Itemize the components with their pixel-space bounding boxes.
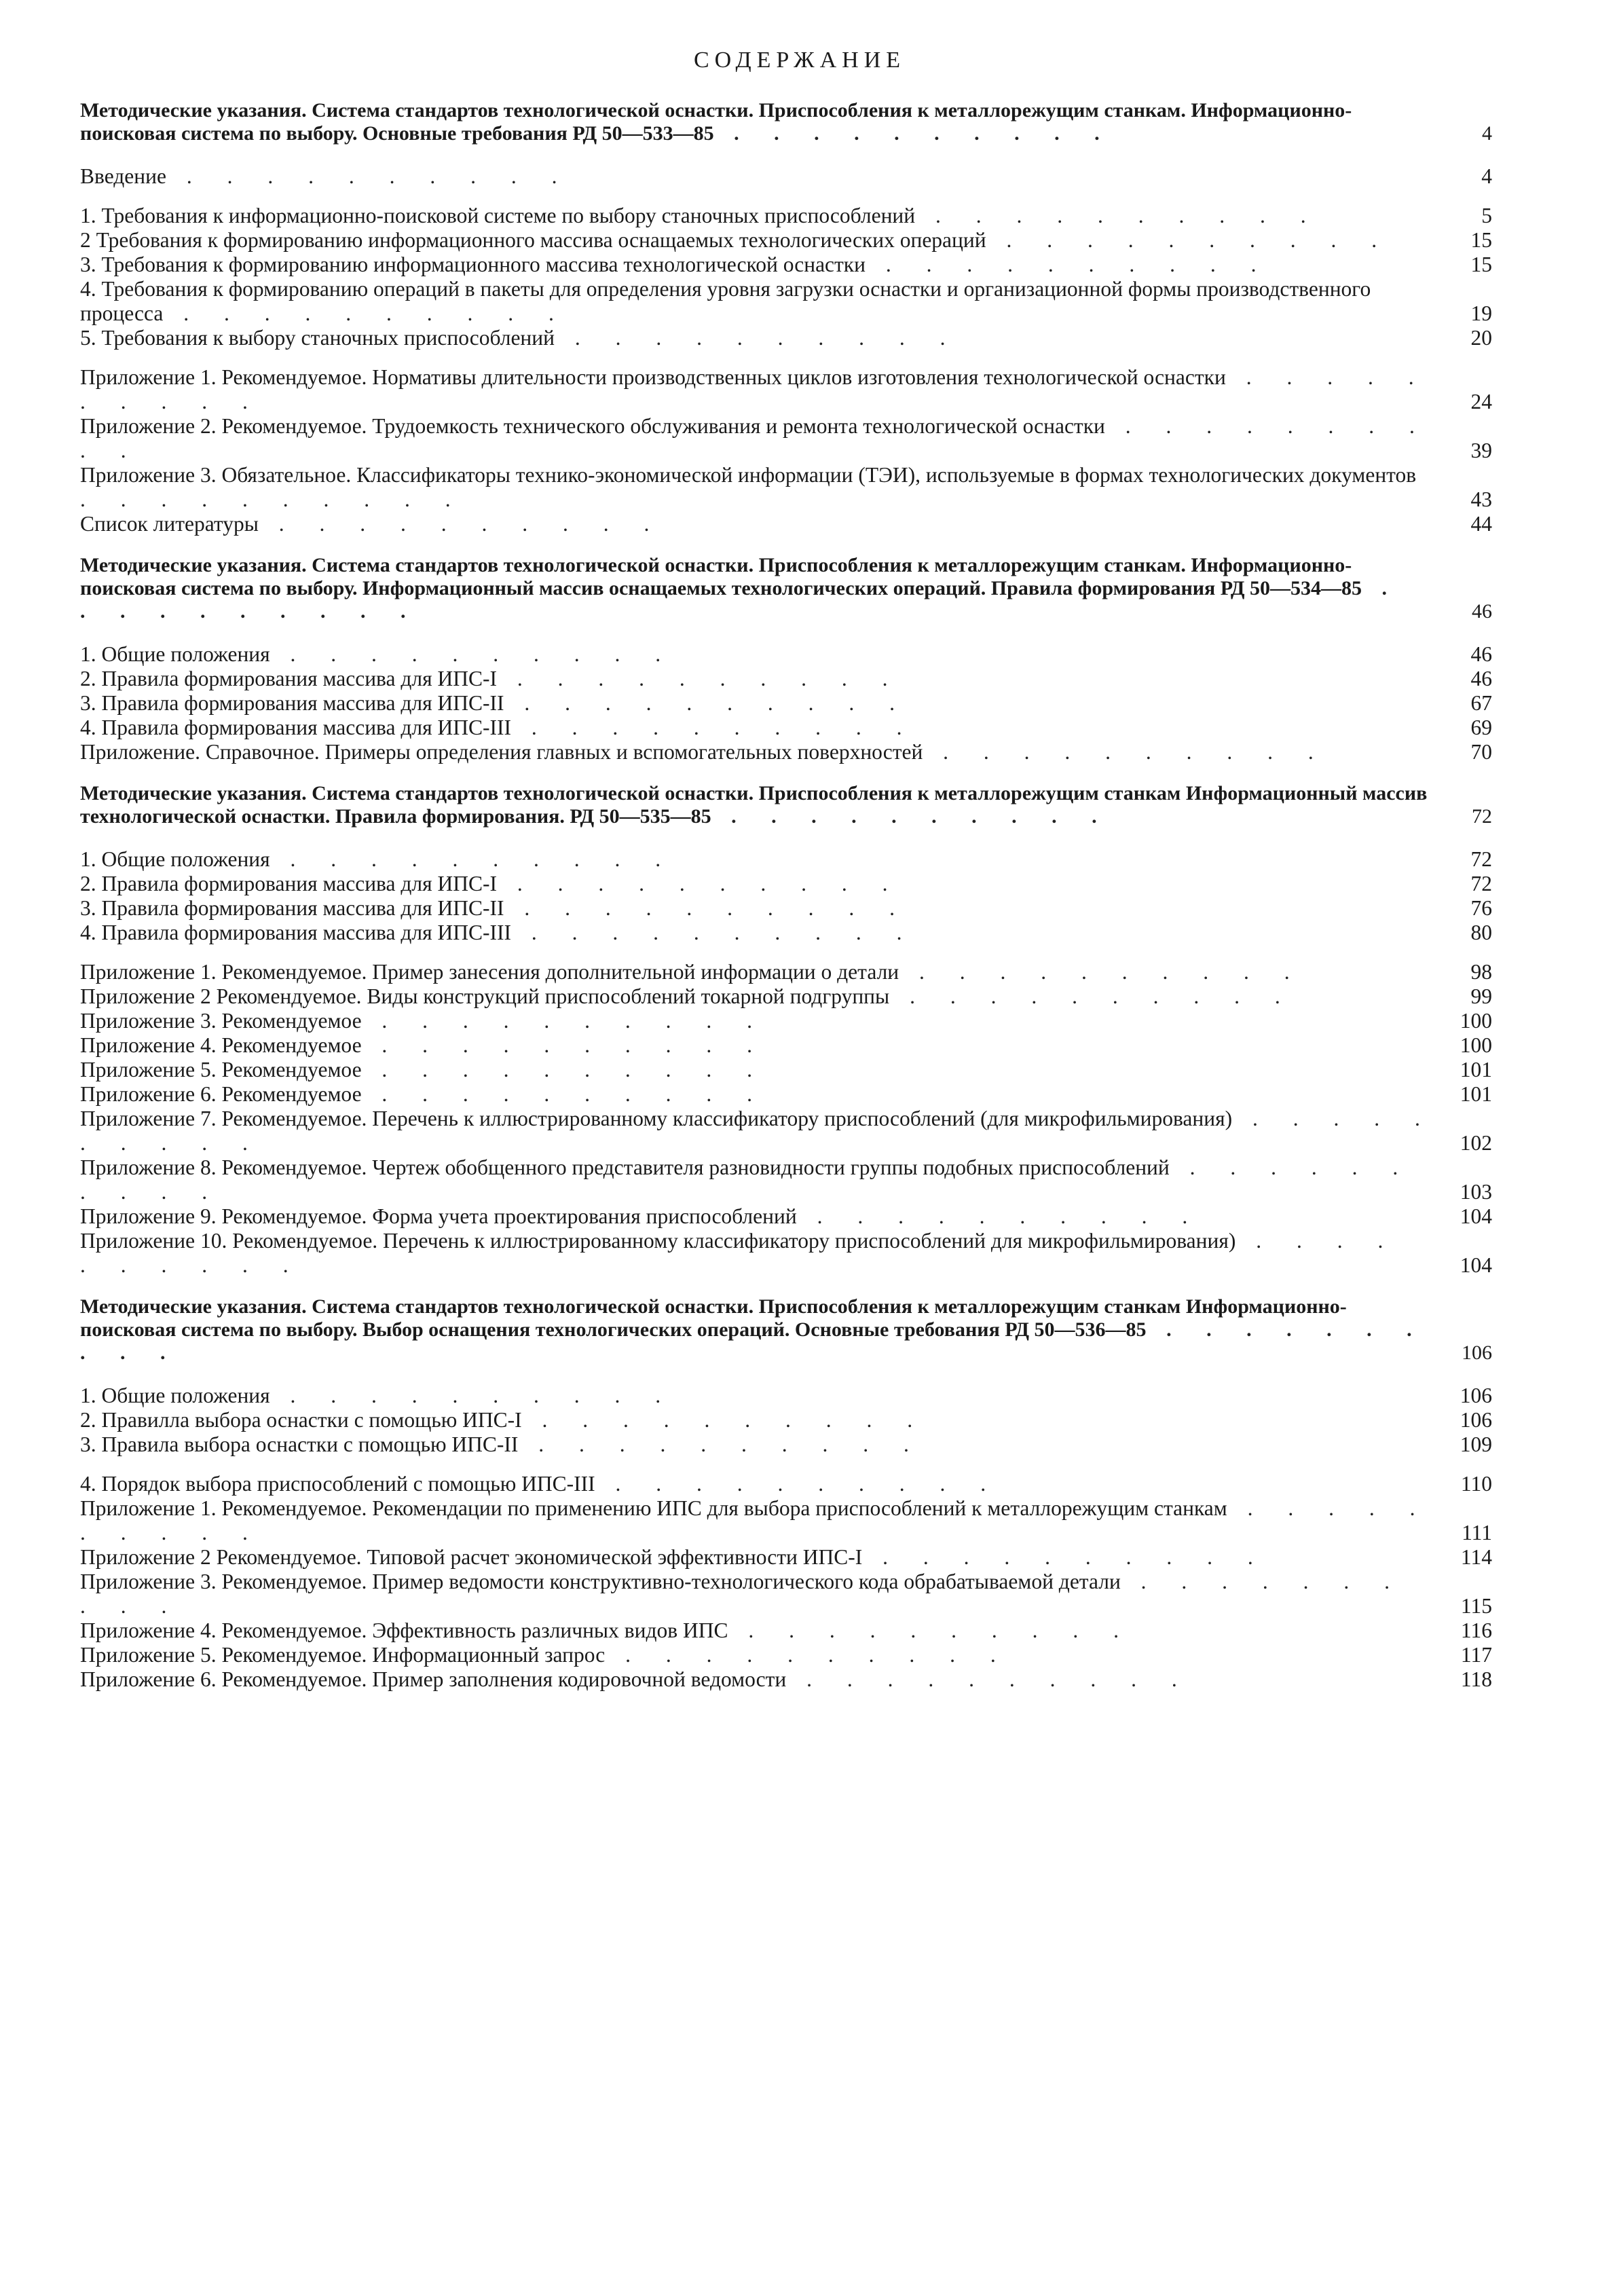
toc-entry-title: Приложение 4. Рекомендуемое xyxy=(80,1033,362,1057)
toc-entry-title: 4. Требования к формированию операций в пакеты для определения уровня загрузки оснастки и организационной формы производственного процесса xyxy=(80,277,1371,325)
dot-leader: . . . . . . . . . . xyxy=(728,1618,1134,1642)
toc-entry-page-number: 106 xyxy=(1460,1408,1492,1432)
toc-entry-page-number: 44 xyxy=(1470,512,1492,536)
dot-leader: . . . . . . . . . . xyxy=(496,872,903,895)
dot-leader: . . . . . . . . . . xyxy=(80,1229,1398,1277)
toc-entry[interactable] xyxy=(80,277,1492,326)
toc-entry[interactable] xyxy=(80,1204,1492,1229)
toc-entry-title: 3. Правила формирования массива для ИПС-II xyxy=(80,896,504,920)
section-heading-page-number: 4 xyxy=(1482,122,1492,145)
toc-entry-page-number: 101 xyxy=(1460,1082,1492,1106)
toc-entry[interactable] xyxy=(80,872,1492,896)
toc-entry-title: Приложение 10. Рекомендуемое. Перечень к иллюстрированному классификатору приспособлений для микрофильмирования) xyxy=(80,1229,1236,1253)
dot-leader: . . . . . . . . . . xyxy=(713,122,1115,145)
toc-entry[interactable] xyxy=(80,1618,1492,1643)
toc-entry-page-number: 4 xyxy=(1481,164,1492,188)
toc-entry-title: Приложение 9. Рекомендуемое. Форма учета проектирования приспособлений xyxy=(80,1204,797,1228)
toc-entry-title: Приложение 1. Рекомендуемое. Рекомендации по применению ИПС для выбора приспособлений к металлорежущим станкам xyxy=(80,1496,1227,1520)
toc-entry-page-number: 99 xyxy=(1470,984,1492,1008)
toc-entry-title: 5. Требования к выбору станочных приспособлений xyxy=(80,326,555,350)
toc-entry[interactable] xyxy=(80,1033,1492,1058)
toc-entry-title: Список литературы xyxy=(80,512,259,536)
toc-entry-page-number: 104 xyxy=(1460,1204,1492,1228)
toc-entry-page-number: 115 xyxy=(1460,1594,1492,1618)
toc-entry-title: Приложение 5. Рекомендуемое. Информационный запрос xyxy=(80,1643,606,1667)
toc-entry-title: Приложение. Справочное. Примеры определения главных и вспомогательных поверхностей xyxy=(80,740,923,764)
toc-section xyxy=(80,99,1492,536)
toc-entry-page-number: 24 xyxy=(1470,390,1492,413)
dot-leader: . . . . . . . . . . xyxy=(862,1545,1268,1569)
toc-entry-page-number: 39 xyxy=(1470,439,1492,462)
toc-entry[interactable] xyxy=(80,326,1492,350)
toc-entry[interactable] xyxy=(80,1009,1492,1033)
dot-leader: . . . . . . . . . . xyxy=(361,1033,768,1057)
toc-entry[interactable] xyxy=(80,512,1492,536)
toc-entry-page-number: 98 xyxy=(1470,960,1492,984)
toc-entry-page-number: 104 xyxy=(1460,1253,1492,1277)
toc-entry[interactable] xyxy=(80,228,1492,253)
dot-leader: . . . . . . . . . . xyxy=(361,1009,768,1033)
toc-entry[interactable] xyxy=(80,253,1492,277)
toc-entry[interactable] xyxy=(80,1667,1492,1692)
toc-entry-page-number: 69 xyxy=(1470,716,1492,739)
dot-leader: . . . . . . . . . . xyxy=(504,691,910,715)
section-heading-title: Методические указания. Система стандартов технологической оснастки. Приспособления к металлорежущим станкам Информационный массив технологической оснастки. Правила формирования. РД 50—535—85 xyxy=(80,782,1428,828)
toc-entry-title: Приложение 7. Рекомендуемое. Перечень к иллюстрированному классификатору приспособлений (для микрофильмирования) xyxy=(80,1107,1233,1130)
dot-leader: . . . . . . . . . . xyxy=(711,805,1112,828)
toc-entry-page-number: 43 xyxy=(1470,487,1492,511)
toc-section xyxy=(80,782,1492,1278)
dot-leader: . . . . . . . . . . xyxy=(80,1496,1430,1544)
toc-entry-page-number: 106 xyxy=(1460,1384,1492,1407)
dot-leader: . . . . . . . . . . xyxy=(80,487,466,511)
toc-entry-page-number: 102 xyxy=(1460,1131,1492,1155)
dot-leader: . . . . . . . . . . xyxy=(270,642,676,666)
toc-entry-page-number: 72 xyxy=(1470,847,1492,871)
toc-entry[interactable] xyxy=(80,463,1492,512)
dot-leader: . . . . . . . . . . xyxy=(510,921,917,944)
toc-entry[interactable] xyxy=(80,1082,1492,1107)
toc-entry-page-number: 114 xyxy=(1460,1545,1492,1569)
toc-entry-page-number: 76 xyxy=(1470,896,1492,920)
toc-entry-title: 1. Общие положения xyxy=(80,642,270,666)
toc-entry[interactable] xyxy=(80,1408,1492,1432)
toc-entry-title: 3. Правила формирования массива для ИПС-II xyxy=(80,691,504,715)
toc-entry-page-number: 111 xyxy=(1462,1521,1492,1544)
dot-leader: . . . . . . . . . . xyxy=(786,1667,1192,1691)
dot-leader: . . . . . . . . . . xyxy=(555,326,961,350)
toc-entry-title: 2. Правила формирования массива для ИПС-I xyxy=(80,872,497,895)
toc-entry-page-number: 46 xyxy=(1470,642,1492,666)
dot-leader: . . . . . . . . . . xyxy=(361,1082,768,1106)
toc-entry[interactable] xyxy=(80,1155,1492,1204)
toc-entry-title: 1. Общие положения xyxy=(80,847,270,871)
dot-leader: . . . . . . . . . . xyxy=(80,1107,1435,1155)
toc-entry-title: Приложение 3. Рекомендуемое xyxy=(80,1009,362,1033)
section-heading-page-number: 46 xyxy=(1472,600,1492,623)
dot-leader: . . . . . . . . . . xyxy=(865,253,1271,276)
section-heading[interactable] xyxy=(80,1295,1492,1365)
toc-entry-page-number: 5 xyxy=(1481,204,1492,227)
dot-leader: . . . . . . . . . . xyxy=(521,1408,928,1432)
toc-entry[interactable] xyxy=(80,921,1492,945)
toc-entry-title: Введение xyxy=(80,164,166,188)
toc-section xyxy=(80,1295,1492,1692)
section-heading[interactable] xyxy=(80,99,1492,145)
toc-entry-title: 1. Требования к информационно-поисковой системе по выбору станочных приспособлений xyxy=(80,204,916,227)
toc-entry-page-number: 15 xyxy=(1470,228,1492,252)
dot-leader: . . . . . . . . . . xyxy=(270,847,676,871)
dot-leader: . . . . . . . . . . xyxy=(80,1155,1413,1204)
toc-entry[interactable] xyxy=(80,1058,1492,1082)
dot-leader: . . . . . . . . . . xyxy=(518,1432,924,1456)
dot-leader: . . . . . . . . . . xyxy=(258,512,665,536)
dot-leader: . . . . . . . . . . xyxy=(80,365,1429,413)
toc-entry[interactable] xyxy=(80,1384,1492,1408)
toc-entry-page-number: 67 xyxy=(1470,691,1492,715)
toc-entry[interactable] xyxy=(80,896,1492,921)
toc-entry-page-number: 100 xyxy=(1460,1009,1492,1033)
toc-entry-title: 4. Порядок выбора приспособлений с помощью ИПС-III xyxy=(80,1472,595,1496)
dot-leader: . . . . . . . . . . xyxy=(270,1384,676,1407)
table-of-contents xyxy=(80,99,1492,1692)
toc-entry-title: Приложение 1. Рекомендуемое. Пример занесения дополнительной информации о детали xyxy=(80,960,899,984)
toc-section xyxy=(80,554,1492,764)
toc-entry-page-number: 15 xyxy=(1470,253,1492,276)
toc-entry-title: Приложение 8. Рекомендуемое. Чертеж обобщенного представителя разновидности группы подобных приспособлений xyxy=(80,1155,1170,1179)
dot-leader: . . . . . . . . . . xyxy=(80,1570,1405,1618)
toc-entry-title: Приложение 3. Рекомендуемое. Пример ведомости конструктивно-технологического кода обрабатываемой детали xyxy=(80,1570,1121,1593)
toc-entry-title: 2 Требования к формированию информационного массива оснащаемых технологических операций xyxy=(80,228,986,252)
dot-leader: . . . . . . . . . . xyxy=(915,204,1321,227)
toc-entry-page-number: 117 xyxy=(1460,1643,1492,1667)
toc-entry[interactable] xyxy=(80,1432,1492,1457)
toc-entry-page-number: 103 xyxy=(1460,1180,1492,1204)
dot-leader: . . . . . . . . . . xyxy=(889,984,1295,1008)
toc-entry[interactable] xyxy=(80,667,1492,691)
toc-entry-page-number: 80 xyxy=(1470,921,1492,944)
toc-entry-title: 1. Общие положения xyxy=(80,1384,270,1407)
toc-entry[interactable] xyxy=(80,1545,1492,1570)
toc-entry-title: Приложение 6. Рекомендуемое xyxy=(80,1082,362,1106)
section-heading-title: Методические указания. Система стандартов технологической оснастки. Приспособления к металлорежущим станкам. Информационно-поисковая система по выбору. Информационный массив оснащаемых технологических операций. Правила формирования РД 50—534—85 xyxy=(80,554,1362,599)
toc-entry-page-number: 100 xyxy=(1460,1033,1492,1057)
toc-entry-title: 2. Правила формирования массива для ИПС-I xyxy=(80,667,497,690)
section-heading-title: Методические указания. Система стандартов технологической оснастки. Приспособления к металлорежущим станкам Информационно-поисковая система по выбору. Выбор оснащения технологических операций. Основные требования РД 50—536—85 xyxy=(80,1295,1347,1341)
dot-leader: . . . . . . . . . . xyxy=(510,716,917,739)
dot-leader: . . . . . . . . . . xyxy=(605,1643,1011,1667)
dot-leader: . . . . . . . . . . xyxy=(163,301,569,325)
toc-entry-title: Приложение 2. Рекомендуемое. Трудоемкость технического обслуживания и ремонта технологической оснастки xyxy=(80,414,1105,438)
dot-leader: . . . . . . . . . . xyxy=(595,1472,1001,1496)
dot-leader: . . . . . . . . . . xyxy=(796,1204,1203,1228)
toc-entry[interactable] xyxy=(80,414,1492,463)
dot-leader: . . . . . . . . . . xyxy=(504,896,910,920)
toc-entry-page-number: 20 xyxy=(1470,326,1492,350)
toc-entry[interactable] xyxy=(80,1107,1492,1155)
dot-leader: . . . . . . . . . . xyxy=(361,1058,768,1081)
section-heading[interactable] xyxy=(80,554,1492,623)
toc-entry[interactable] xyxy=(80,1472,1492,1496)
toc-entry-page-number: 109 xyxy=(1460,1432,1492,1456)
toc-entry-title: 4. Правила формирования массива для ИПС-III xyxy=(80,716,511,739)
toc-entry[interactable] xyxy=(80,1229,1492,1278)
toc-page xyxy=(80,48,1492,1709)
toc-entry-title: 2. Правилла выбора оснастки с помощью ИПС-I xyxy=(80,1408,522,1432)
dot-leader: . . . . . . . . . . xyxy=(80,414,1430,462)
toc-entry[interactable] xyxy=(80,740,1492,764)
dot-leader: . . . . . . . . . . xyxy=(899,960,1305,984)
section-heading-title: Методические указания. Система стандартов технологической оснастки. Приспособления к металлорежущим станкам. Информационно-поисковая система по выбору. Основные требования РД 50—533—85 xyxy=(80,99,1352,145)
toc-entry[interactable] xyxy=(80,1570,1492,1618)
toc-entry-title: 3. Правила выбора оснастки с помощью ИПС-II xyxy=(80,1432,519,1456)
toc-entry-page-number: 72 xyxy=(1470,872,1492,895)
toc-entry[interactable] xyxy=(80,847,1492,872)
page-title: СОДЕРЖАНИЕ xyxy=(693,48,906,73)
toc-entry-title: Приложение 2 Рекомендуемое. Типовой расчет экономической эффективности ИПС-I xyxy=(80,1545,863,1569)
dot-leader: . . . . . . . . . . xyxy=(80,577,1402,623)
toc-entry-title: Приложение 6. Рекомендуемое. Пример заполнения кодировочной ведомости xyxy=(80,1667,787,1691)
toc-entry[interactable] xyxy=(80,716,1492,740)
toc-entry-page-number: 46 xyxy=(1470,667,1492,690)
toc-entry-title: Приложение 3. Обязательное. Классификаторы технико-экономической информации (ТЭИ), используемые в формах технологических документов xyxy=(80,463,1417,487)
toc-entry-page-number: 70 xyxy=(1470,740,1492,764)
toc-entry[interactable] xyxy=(80,1643,1492,1667)
toc-entry-page-number: 19 xyxy=(1470,301,1492,325)
toc-entry[interactable] xyxy=(80,1496,1492,1545)
toc-entry[interactable] xyxy=(80,691,1492,716)
toc-entry-title: Приложение 5. Рекомендуемое xyxy=(80,1058,362,1081)
dot-leader: . . . . . . . . . . xyxy=(986,228,1392,252)
toc-entry-page-number: 110 xyxy=(1460,1472,1492,1496)
toc-entry-page-number: 116 xyxy=(1460,1618,1492,1642)
toc-entry-page-number: 101 xyxy=(1460,1058,1492,1081)
toc-entry-page-number: 118 xyxy=(1460,1667,1492,1691)
section-heading-page-number: 106 xyxy=(1462,1341,1492,1364)
toc-entry[interactable] xyxy=(80,164,1492,189)
toc-entry[interactable] xyxy=(80,984,1492,1009)
dot-leader: . . . . . . . . . . xyxy=(496,667,903,690)
toc-entry[interactable] xyxy=(80,960,1492,984)
dot-leader: . . . . . . . . . . xyxy=(166,164,572,188)
toc-entry-title: 4. Правила формирования массива для ИПС-III xyxy=(80,921,511,944)
dot-leader: . . . . . . . . . . xyxy=(923,740,1328,764)
dot-leader: . . . . . . . . . . xyxy=(80,1318,1427,1364)
toc-entry-title: Приложение 1. Рекомендуемое. Нормативы длительности производственных циклов изготовления технологической оснастки xyxy=(80,365,1226,389)
toc-entry-title: 3. Требования к формированию информационного массива технологической оснастки xyxy=(80,253,866,276)
toc-entry-title: Приложение 2 Рекомендуемое. Виды конструкций приспособлений токарной подгруппы xyxy=(80,984,890,1008)
section-heading[interactable] xyxy=(80,782,1492,828)
toc-entry[interactable] xyxy=(80,642,1492,667)
toc-entry[interactable] xyxy=(80,365,1492,414)
toc-entry-title: Приложение 4. Рекомендуемое. Эффективность различных видов ИПС xyxy=(80,1618,728,1642)
section-heading-page-number: 72 xyxy=(1472,805,1492,828)
toc-entry[interactable] xyxy=(80,204,1492,228)
